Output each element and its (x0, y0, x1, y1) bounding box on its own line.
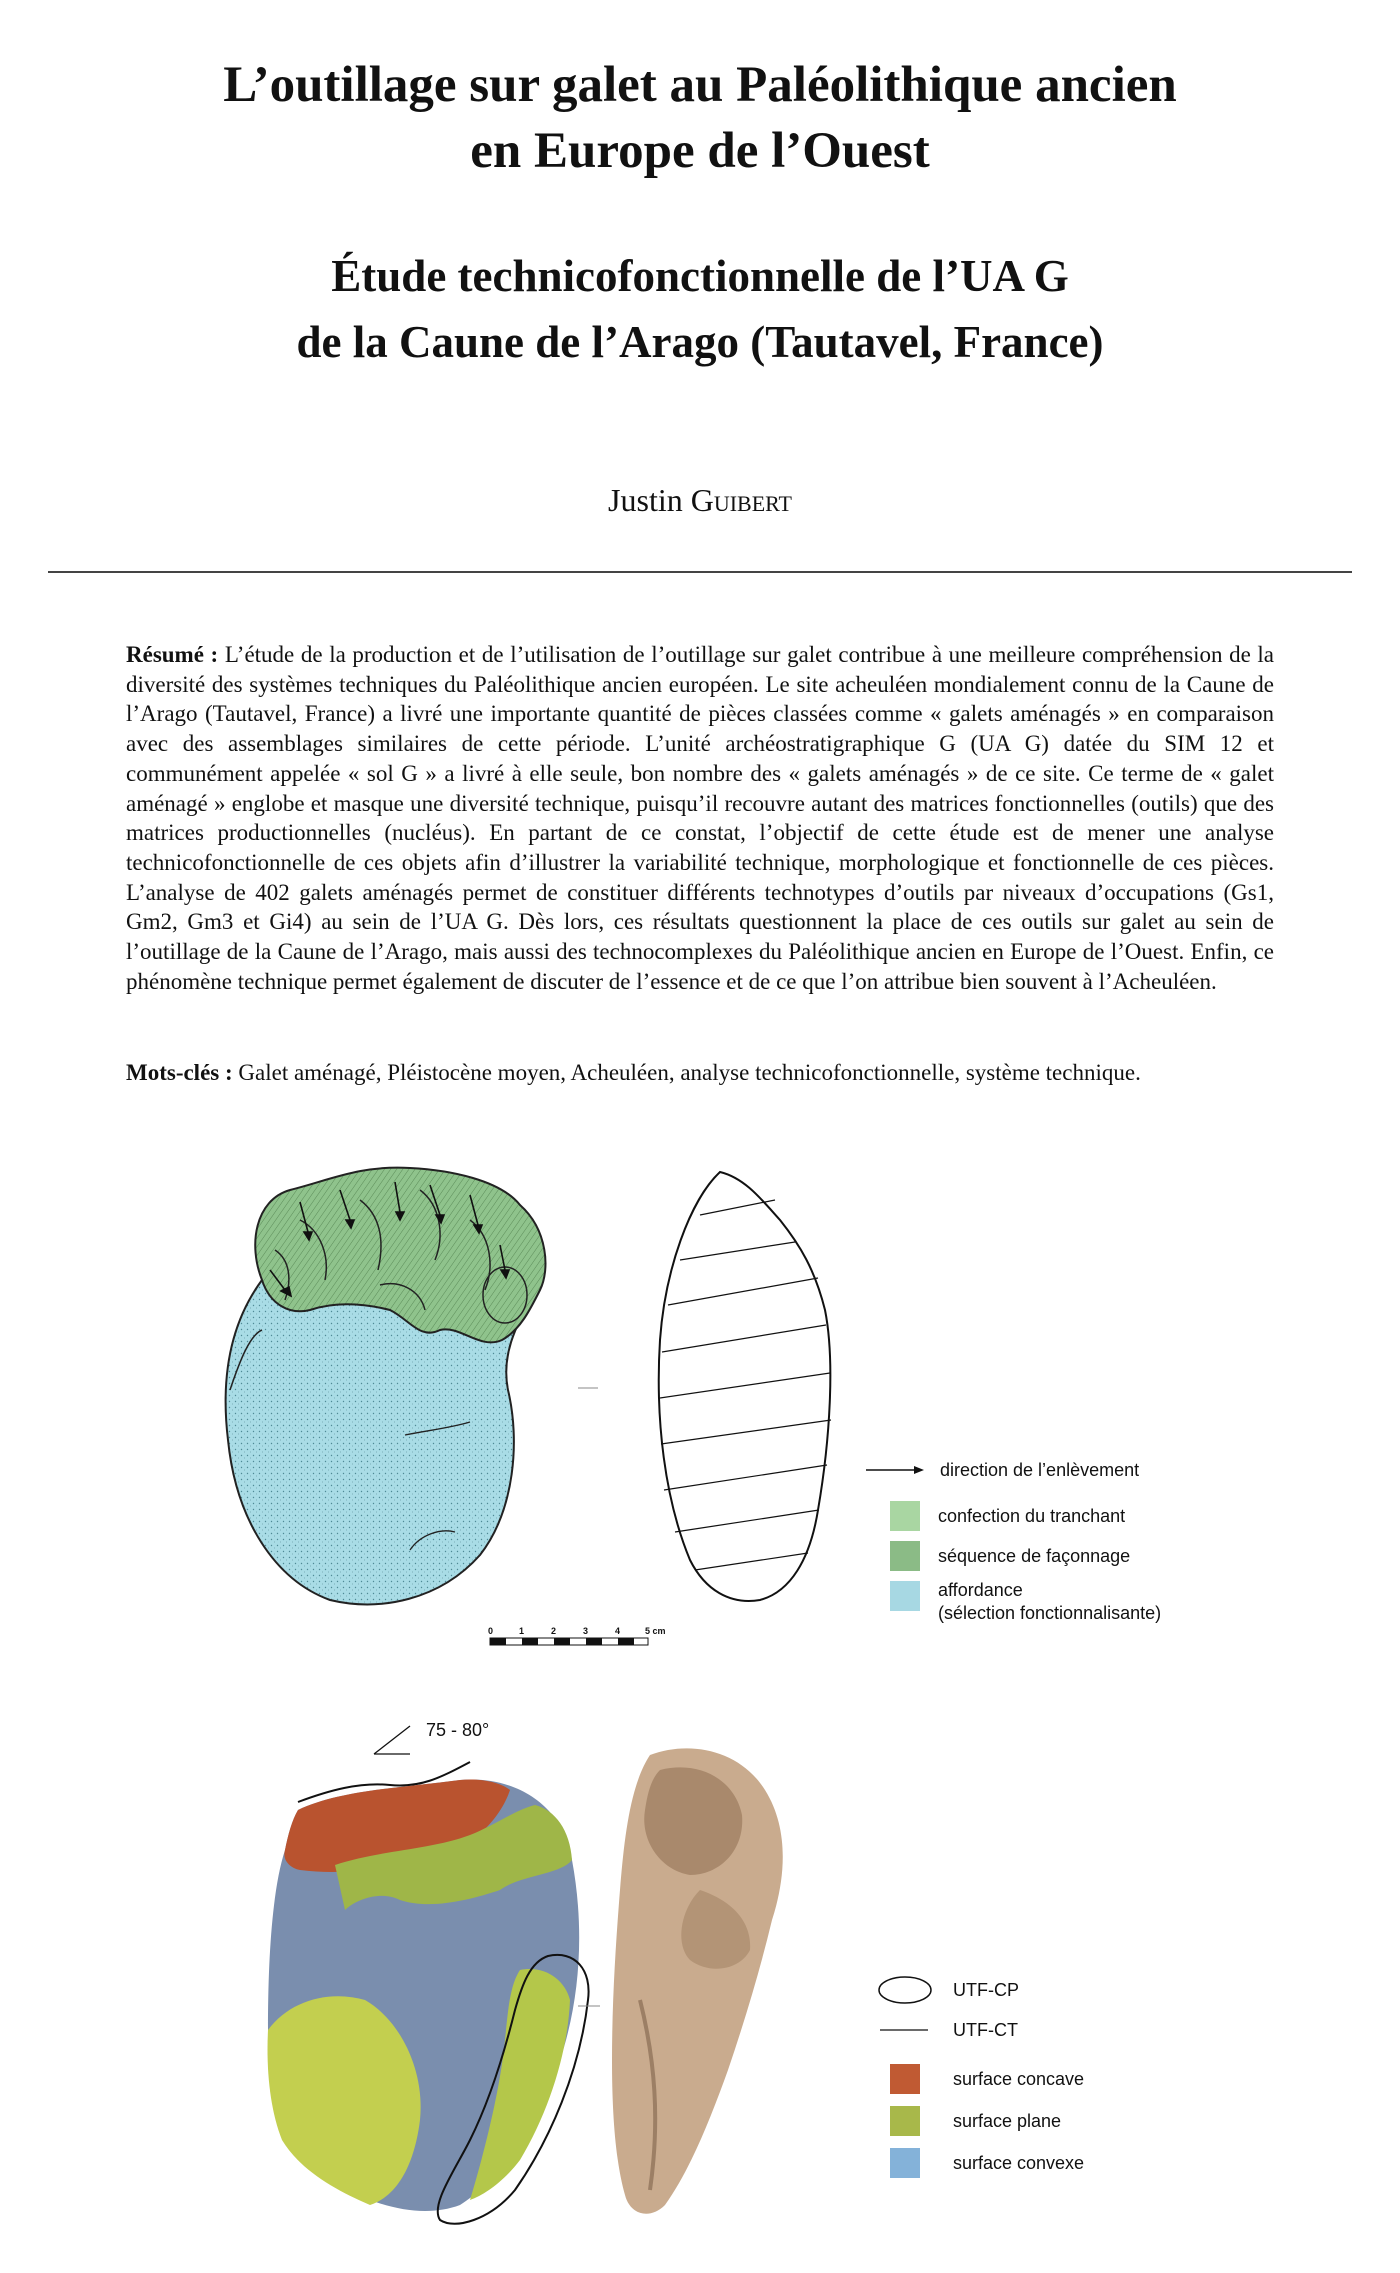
subtitle-line-2: de la Caune de l’Arago (Tautavel, France) (296, 317, 1104, 367)
keywords-text: Galet aménagé, Pléistocène moyen, Acheuléen, analyse technicofonctionnelle, système technique. (238, 1060, 1141, 1085)
title-line-2: en Europe de l’Ouest (470, 123, 930, 179)
scale-label-2: 2 (551, 1626, 557, 1636)
abstract (126, 640, 1274, 996)
author-first-name: Justin (608, 482, 683, 518)
scale-label-5: 5 cm (645, 1626, 666, 1636)
tool-profile-outline (659, 1172, 831, 1601)
abstract-text: L’étude de la production et de l’utilisation de l’outillage sur galet contribue à une meilleure compréhension de la diversité des systèmes techniques du Paléolithique ancien européen. Le site acheuléen mondialement connu de la Caune de l’Arago (Tautavel, France) a livré une importante quantité de pièces classées comme « galets aménagés » en comparaison avec des assemblages similaires de cette période. L’unité archéostratigraphique G (UA G) datée du SIM 12 et communément appelée « sol G » a livré à elle seule, bon nombre des « galets aménagés » de ce site. Ce terme de « galet aménagé » englobe et masque une diversité technique, puisqu’il recouvre autant des matrices fonctionnelles (outils) que des matrices productionnelles (nucléus). En partant de ce constat, l’objectif de cette étude est de mener une analyse technicofonctionnelle de ces objets afin d’illustrer la variabilité technique, morphologique et fonctionnelle de ces pièces. L’analyse de 402 galets aménagés permet de constituer différents technotypes d’outils par niveaux d’occupations (Gs1, Gm2, Gm3 et Gi4) au sein de l’UA G. Dès lors, ces résultats questionnent la place de ces outils sur galet au sein de l’outillage de la Caune de l’Arago, mais aussi des technocomplexes du Paléolithique ancien en Europe de l’Ouest. Enfin, ce phénomène technique permet également de discuter de l’essence et de ce que l’on attribue bien souvent à l’Acheuléen. (126, 642, 1275, 994)
legend-top (866, 1460, 1161, 1623)
legend-affordance-sub: (sélection fonctionnalisante) (938, 1603, 1162, 1623)
legend-utf-ct: UTF-CT (953, 2020, 1018, 2040)
scale-bar (490, 1638, 648, 1645)
legend-affordance: affordance (938, 1580, 1023, 1600)
legend-utf-cp-swatch (879, 1977, 931, 2003)
legend-direction: direction de l’enlèvement (940, 1460, 1140, 1480)
scale-label-3: 3 (583, 1626, 589, 1636)
author (0, 482, 1400, 519)
angle-label: 75 - 80° (426, 1720, 490, 1740)
abstract-label: Résumé : (126, 642, 219, 667)
subtitle-line-1: Étude technicofonctionnelle de l’UA G (331, 251, 1069, 301)
legend-swatch-affordance (890, 1581, 920, 1611)
figure-drawing (0, 1160, 1400, 1636)
legend-utf-cp: UTF-CP (953, 1980, 1019, 2000)
author-last-name: Guibert (690, 482, 792, 518)
header-divider (48, 571, 1352, 573)
legend-swatch-plane (890, 2106, 920, 2136)
legend-swatch-concave (890, 2064, 920, 2094)
legend-swatch-tranchant (890, 1501, 920, 1531)
legend-tranchant: confection du tranchant (938, 1506, 1126, 1526)
legend-swatch-faconnage (890, 1541, 920, 1571)
pebble-surfaces (268, 1779, 580, 2210)
angle-symbol (374, 1720, 489, 1754)
legend-bottom (879, 1977, 1084, 2178)
scale-label-1: 1 (519, 1626, 525, 1636)
scale-label-0: 0 (488, 1626, 494, 1636)
title-line-1: L’outillage sur galet au Paléolithique ancien (223, 57, 1177, 113)
scale-label-4: 4 (615, 1626, 621, 1636)
figure-photo (0, 1700, 1400, 2220)
legend-faconnage: séquence de façonnage (938, 1546, 1131, 1566)
pebble-profile-photo (612, 1748, 783, 2213)
legend-convex: surface convexe (953, 2153, 1085, 2173)
legend-plane: surface plane (953, 2111, 1062, 2131)
legend-swatch-convex (890, 2148, 920, 2178)
paper-title (0, 52, 1400, 184)
keywords (126, 1058, 1274, 1088)
paper-subtitle (0, 243, 1400, 375)
keywords-label: Mots-clés : (126, 1060, 233, 1085)
legend-concave: surface concave (953, 2069, 1085, 2089)
